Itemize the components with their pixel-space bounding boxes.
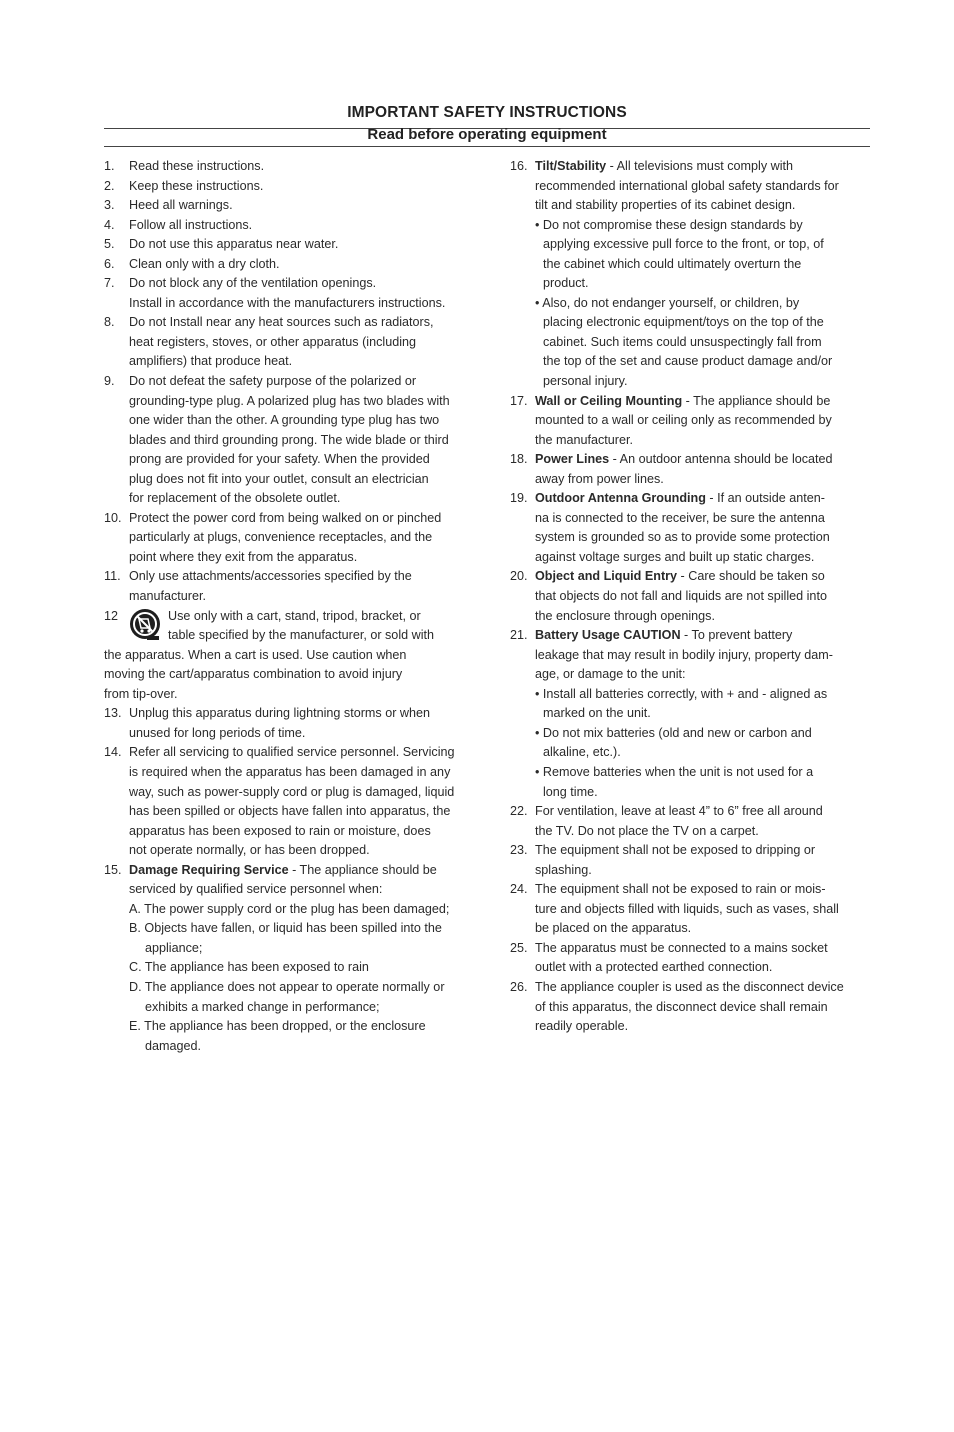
item-text: - The appliance should be mounted to a wall or ceiling only as recommended by the manufacturer.	[535, 393, 832, 447]
item-text: - If an outside anten- na is connected to the receiver, be sure the antenna system is grounded so as to provide some protection against voltage surges and built up static charges.	[535, 491, 830, 564]
list-item	[104, 235, 474, 255]
item-text: Do not Install near any heat sources such as radiators, heat registers, stoves, or other apparatus (including amplifiers) that produce heat.	[129, 315, 434, 369]
item-text: The appliance coupler is used as the disconnect device of this apparatus, the disconnect device shall remain readily operable.	[535, 979, 844, 1034]
left-column	[104, 157, 474, 1056]
item-text: The equipment shall not be exposed to dripping or splashing.	[535, 843, 816, 877]
list-item	[510, 880, 860, 939]
bullet-item: • Do not compromise these design standards by applying excessive pull force to the front, or top, of the cabinet which could ultimately overturn the product.	[535, 217, 824, 291]
list-item	[510, 939, 860, 978]
item-text: The equipment shall not be exposed to rain or mois- ture and objects filled with liquids, such as vases, shall be placed on the apparatus.	[535, 882, 839, 936]
sub-item: E. The appliance has been dropped, or the enclosure damaged.	[129, 1019, 426, 1053]
list-item	[104, 255, 474, 275]
item-number: 3.	[104, 198, 115, 213]
item-number: 8.	[104, 315, 115, 330]
item-heading: Object and Liquid Entry	[535, 569, 678, 584]
item-text: Use only with a cart, stand, tripod, bracket, or table specified by the manufacturer, or sold with the apparatus. When a cart is used. Use caution when moving the cart/apparatus combination to avoid injury from tip-over.	[104, 608, 435, 701]
item-heading: Outdoor Antenna Grounding	[535, 491, 706, 506]
list-item	[104, 704, 474, 743]
item-number: 22.	[510, 804, 528, 819]
item-text: Keep these instructions.	[129, 178, 264, 193]
item-text: Do not use this apparatus near water.	[129, 237, 339, 252]
item-text: Unplug this apparatus during lightning storms or when unused for long periods of time.	[129, 706, 431, 740]
cart-warning-icon	[128, 607, 162, 641]
item-number: 7.	[104, 276, 115, 291]
bullet-item: • Do not mix batteries (old and new or carbon and alkaline, etc.).	[535, 725, 812, 760]
item-number: 10.	[104, 510, 122, 525]
item-number: 19.	[510, 491, 528, 506]
sub-item: C. The appliance has been exposed to rain	[129, 960, 369, 975]
bullet-item: • Remove batteries when the unit is not used for a long time.	[535, 764, 814, 799]
item-number: 20.	[510, 569, 528, 584]
item-number: 14.	[104, 745, 122, 760]
list-item	[510, 802, 860, 841]
page-title: IMPORTANT SAFETY INSTRUCTIONS	[347, 104, 627, 121]
item-text: - The appliance should be serviced by qualified service personnel when:	[129, 862, 437, 897]
list-item	[510, 978, 860, 1037]
page-subtitle: Read before operating equipment	[367, 126, 607, 143]
list-item	[104, 509, 474, 568]
list-item	[510, 157, 860, 392]
title-rule-bottom	[104, 146, 870, 147]
item-text: The apparatus must be connected to a mains socket outlet with a protected earthed connection.	[535, 940, 828, 975]
item-number: 4.	[104, 217, 115, 232]
item-text: - An outdoor antenna should be located away from power lines.	[535, 452, 833, 486]
list-item	[104, 216, 474, 236]
item-heading: Tilt/Stability	[535, 159, 607, 173]
list-item	[510, 626, 860, 802]
sub-item: A. The power supply cord or the plug has been damaged;	[129, 901, 450, 916]
item-text: Only use attachments/accessories specified by the manufacturer.	[129, 569, 412, 604]
item-number: 13.	[104, 706, 122, 721]
item-heading: Damage Requiring Service	[129, 862, 289, 877]
item-number: 16.	[510, 159, 528, 173]
bullet-item: • Also, do not endanger yourself, or children, by placing electronic equipment/toys on the top of the cabinet. Such items could unsuspectingly fall from the top of the set and cause product damage and/or personal injury.	[535, 295, 833, 389]
sub-item: D. The appliance does not appear to operate normally or exhibits a marked change in performance;	[129, 979, 445, 1014]
list-item	[104, 607, 474, 705]
list-item	[104, 177, 474, 197]
sub-item: B. Objects have fallen, or liquid has been spilled into the appliance;	[129, 921, 442, 955]
item-number: 5.	[104, 237, 115, 252]
list-item	[104, 196, 474, 216]
item-number: 17.	[510, 393, 528, 408]
item-number: 11.	[104, 569, 121, 584]
item-text: Clean only with a dry cloth.	[129, 256, 280, 271]
item-number: 2.	[104, 178, 115, 193]
item-number: 26.	[510, 979, 528, 994]
item-number: 18.	[510, 452, 528, 467]
item-text: Do not defeat the safety purpose of the polarized or grounding-type plug. A polarized plug has two blades with one wider than the other. A grounding type plug has two blades and third grounding prong. The wide blade or third prong are provided for your safety. When the provided plug does not fit into your outlet, consult an electrician for replacement of the obsolete outlet.	[129, 374, 450, 506]
item-number: 6.	[104, 256, 115, 271]
list-item	[104, 372, 474, 509]
list-item	[510, 841, 860, 880]
item-number: 15.	[104, 862, 122, 877]
item-number: 12	[104, 608, 119, 623]
item-number: 25.	[510, 940, 528, 955]
item-text: Heed all warnings.	[129, 198, 233, 213]
item-heading: Battery Usage CAUTION	[535, 628, 681, 643]
list-item	[510, 392, 860, 451]
item-number: 23.	[510, 843, 528, 858]
item-text: Do not block any of the ventilation openings. Install in accordance with the manufacturers instructions.	[129, 276, 446, 310]
item-text: - Care should be taken so that objects do not fall and liquids are not spilled into the enclosure through openings.	[535, 569, 827, 623]
list-item	[510, 450, 860, 489]
bullet-item: • Install all batteries correctly, with + and - aligned as marked on the unit.	[535, 686, 828, 721]
list-item	[104, 274, 474, 313]
list-item	[104, 157, 474, 177]
list-item	[104, 313, 474, 372]
item-number: 1.	[104, 159, 115, 173]
item-heading: Wall or Ceiling Mounting	[535, 393, 683, 408]
item-number: 9.	[104, 374, 115, 389]
list-item	[104, 861, 474, 1056]
item-heading: Power Lines	[535, 452, 610, 467]
list-item	[104, 567, 474, 606]
list-item	[510, 567, 860, 626]
item-text: Follow all instructions.	[129, 217, 253, 232]
list-item	[104, 743, 474, 860]
item-text: Refer all servicing to qualified service personnel. Servicing is required when the apparatus has been damaged in any way, such as power-supply cord or plug is damaged, liquid has been spilled or objects have fallen into apparatus, the apparatus has been exposed to rain or moisture, does not operate normally, or has been dropped.	[129, 745, 455, 858]
right-column	[510, 157, 860, 1037]
list-item	[510, 489, 860, 567]
item-text: Read these instructions.	[129, 159, 265, 173]
item-number: 24.	[510, 882, 528, 897]
item-text: - All televisions must comply with recommended international global safety standards for tilt and stability properties of its cabinet design.	[535, 159, 839, 213]
item-text: For ventilation, leave at least 4” to 6” free all around the TV. Do not place the TV on a carpet.	[535, 804, 823, 838]
item-text: - To prevent battery leakage that may result in bodily injury, property dam- age, or damage to the unit:	[535, 628, 833, 682]
item-text: Protect the power cord from being walked on or pinched particularly at plugs, convenience receptacles, and the point where they exit from the apparatus.	[129, 510, 442, 564]
item-number: 21.	[510, 628, 528, 643]
